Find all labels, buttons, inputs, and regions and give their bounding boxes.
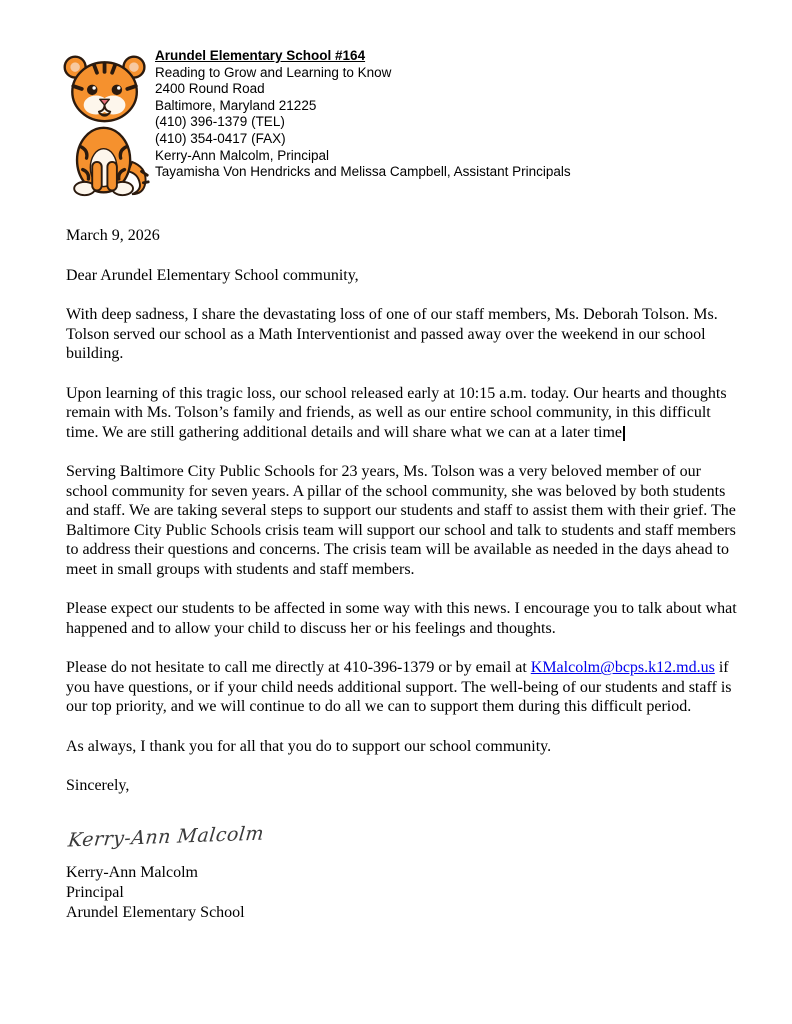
signer-org: Arundel Elementary School [66,904,245,921]
salutation: Dear Arundel Elementary School community, [66,266,359,284]
address-line-2: Baltimore, Maryland 21225 [155,97,317,113]
text-cursor [623,426,625,441]
paragraph-2 [66,384,740,443]
paragraph-2-text: Upon learning of this tragic loss, our school released early at 10:15 a.m. today. Our hearts and thoughts remain with Ms. Tolson’s family and friends, as well as our entire school community, in this difficult time. We are still gathering additional details and will share what we can at a later time [66,384,727,441]
fax-line: (410) 354-0417 (FAX) [155,130,286,146]
address-line-1: 2400 Round Road [155,81,265,97]
principal-line: Kerry-Ann Malcolm, Principal [155,147,330,163]
paragraph-5 [66,658,740,717]
closing: Sincerely, [66,777,130,795]
paragraph-4: Please expect our students to be affected in some way with this news. I encourage you to talk about what happened and to allow your child to discuss her or his feelings and thoughts. [66,600,737,637]
email-link[interactable]: KMalcolm@bcps.k12.md.us [530,659,715,677]
paragraph-5-before-link: Please do not hesitate to call me directly at 410-396-1379 or by email at [66,659,531,677]
handwritten-signature: Kerry-Ann Malcolm [66,822,266,852]
paragraph-5-after-link: if you have questions, or if your child needs additional support. The well-being of our students and staff is our top priority, and we will continue to do all we can to support them during this difficult period. [66,659,732,716]
paragraph-3: Serving Baltimore City Public Schools for 23 years, Ms. Tolson was a very beloved member of our school community for seven years. A pillar of the school community, she was beloved by both students and staff. We are taking several steps to support our students and staff to assist them with their grief. The Baltimore City Public Schools crisis team will support our school and talk to students and staff members to address their questions and concerns. The crisis team will be available as needed in the days ahead to meet in small groups with students and staff members. [66,463,736,578]
signature-block [66,822,740,923]
tiger-mascot-icon [58,50,155,203]
letterhead [58,48,752,203]
letter-body [66,226,740,923]
paragraph-6: As always, I thank you for all that you do to support our school community. [66,737,552,755]
letter-date: March 9, 2026 [66,227,160,244]
signer-title: Principal [66,884,124,901]
school-name: Arundel Elementary School #164 [155,48,366,63]
letterhead-text-block [155,48,571,181]
signer-lines [66,863,740,923]
assistant-principals-line: Tayamisha Von Hendricks and Melissa Campbell, Assistant Principals [155,164,571,180]
paragraph-1: With deep sadness, I share the devastating loss of one of our staff members, Ms. Deborah Tolson. Ms. Tolson served our school as a Math Interventionist and passed away over the weekend in our school building. [66,306,718,363]
signer-name: Kerry-Ann Malcolm [66,864,198,881]
phone-line: (410) 396-1379 (TEL) [155,114,285,130]
school-motto: Reading to Grow and Learning to Know [155,64,392,80]
